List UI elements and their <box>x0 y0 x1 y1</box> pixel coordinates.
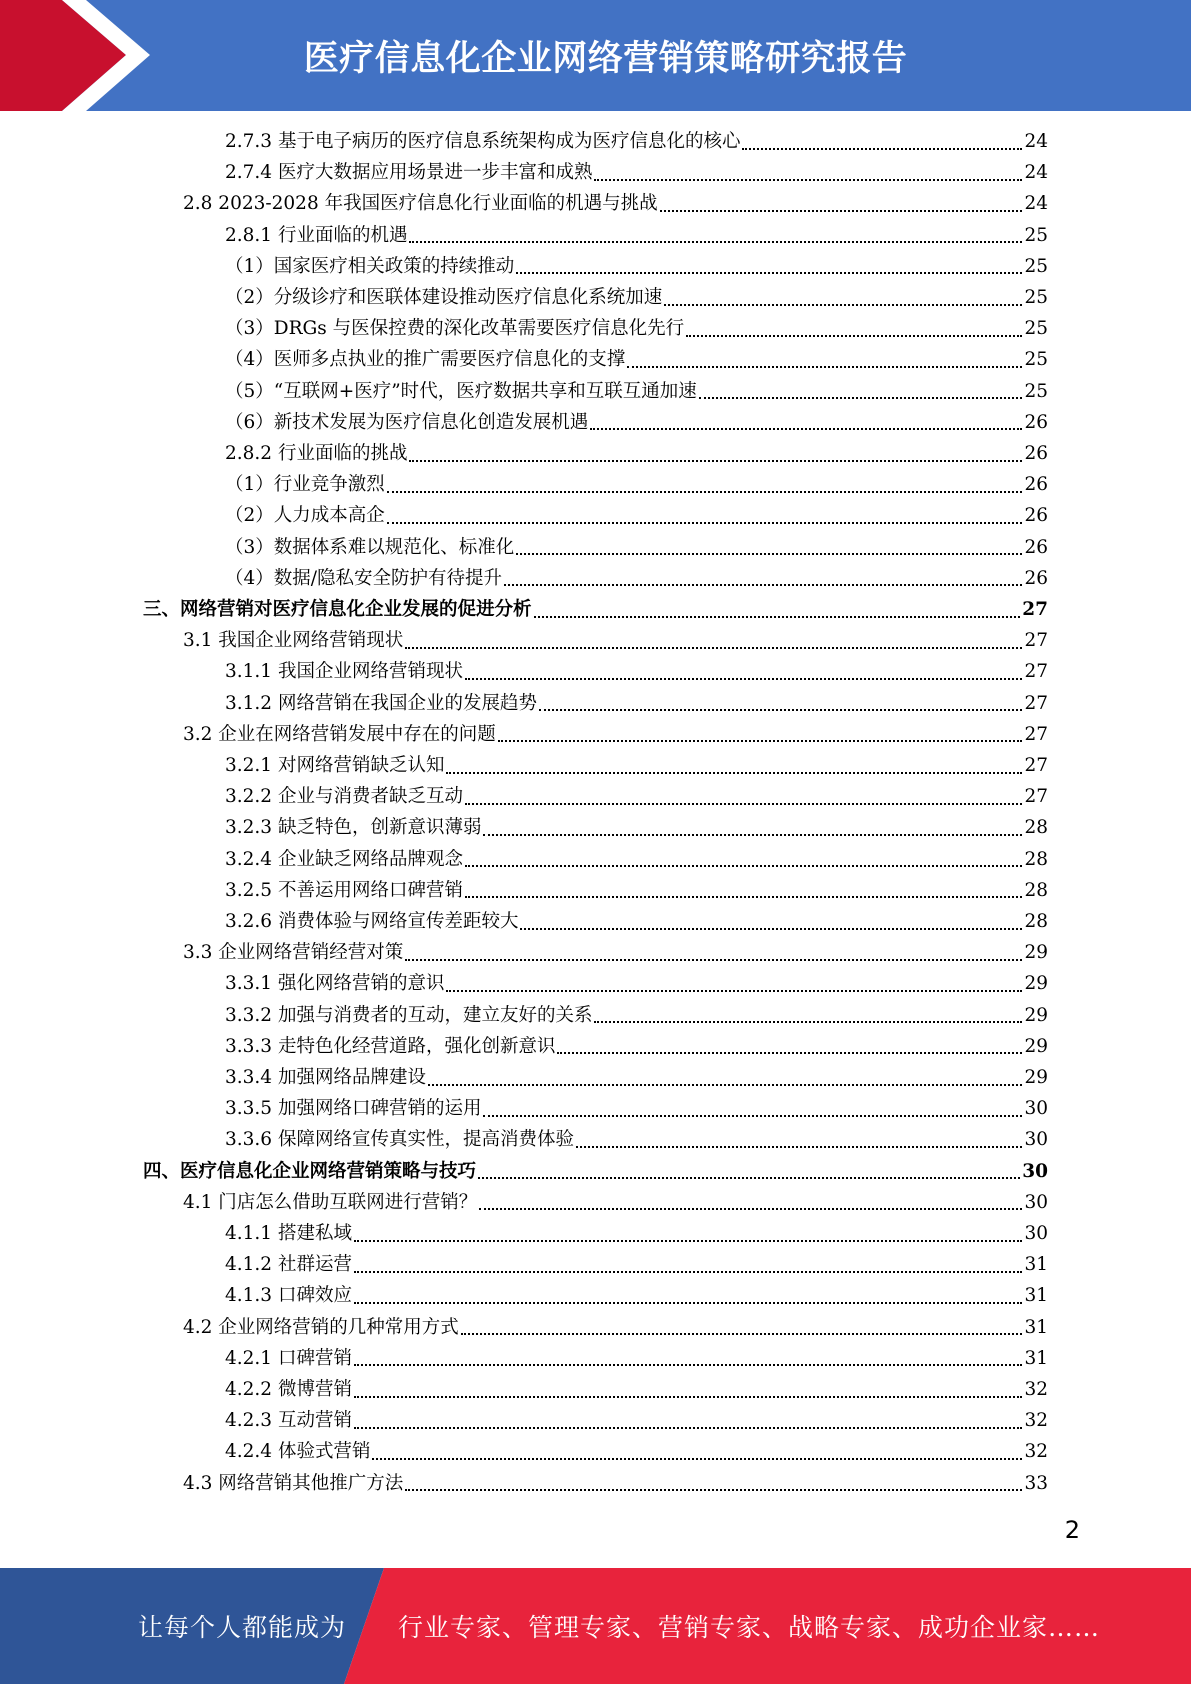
toc-entry[interactable] <box>225 314 1048 344</box>
toc-dot-leader <box>461 1332 1023 1335</box>
toc-entry[interactable] <box>225 1375 1048 1405</box>
toc-entry[interactable] <box>225 377 1048 407</box>
toc-entry-title: 四、医疗信息化企业网络营销策略与技巧 <box>143 1160 477 1182</box>
toc-entry[interactable] <box>225 533 1048 563</box>
toc-dot-leader <box>372 1457 1022 1460</box>
toc-dot-leader <box>576 1145 1022 1148</box>
toc-entry-title: 4.2.4 体验式营销 <box>225 1441 371 1463</box>
toc-entry-title: 3.2.2 企业与消费者缺乏互动 <box>225 786 463 808</box>
toc-dot-leader <box>520 927 1022 930</box>
toc-entry[interactable] <box>225 1125 1048 1155</box>
toc-entry[interactable] <box>183 626 1048 656</box>
toc-entry[interactable] <box>225 1063 1048 1093</box>
toc-entry[interactable] <box>143 1157 1048 1187</box>
toc-entry-title: 2.7.4 医疗大数据应用场景进一步丰富和成熟 <box>225 162 593 184</box>
toc-entry-page: 28 <box>1024 879 1048 901</box>
toc-entry-page: 31 <box>1024 1316 1048 1338</box>
toc-entry[interactable] <box>225 845 1048 875</box>
toc-entry[interactable] <box>225 876 1048 906</box>
toc-entry[interactable] <box>225 969 1048 999</box>
toc-entry-title: 4.1.1 搭建私域 <box>225 1223 352 1244</box>
toc-entry[interactable] <box>225 283 1048 313</box>
toc-entry-title: （1）国家医疗相关政策的持续推动 <box>225 255 515 277</box>
toc-dot-leader <box>557 1051 1022 1054</box>
toc-entry-page: 26 <box>1024 443 1048 464</box>
toc-entry-title: 3.2.5 不善运用网络口碑营销 <box>225 879 463 901</box>
toc-dot-leader <box>354 1239 1023 1242</box>
toc-dot-leader <box>354 1301 1023 1304</box>
toc-entry-title: 3.1 我国企业网络营销现状 <box>183 630 404 652</box>
toc-entry[interactable] <box>225 1437 1048 1467</box>
toc-dot-leader <box>465 677 1022 680</box>
toc-dot-leader <box>465 802 1022 805</box>
toc-entry-title: （1）行业竞争激烈 <box>225 474 385 496</box>
toc-entry-page: 28 <box>1024 817 1048 839</box>
toc-dot-leader <box>387 521 1023 524</box>
toc-entry[interactable] <box>225 1406 1048 1436</box>
toc-entry[interactable] <box>225 221 1048 251</box>
toc-dot-leader <box>354 1363 1023 1366</box>
toc-entry-page: 30 <box>1024 1223 1048 1244</box>
toc-entry[interactable] <box>225 408 1048 438</box>
toc-entry[interactable] <box>183 1469 1048 1499</box>
page-header <box>0 0 1191 111</box>
toc-dot-leader <box>742 147 1022 150</box>
toc-entry-title: 3.2 企业在网络营销发展中存在的问题 <box>183 723 496 745</box>
toc-entry[interactable] <box>225 1250 1048 1280</box>
toc-entry-title: 3.3.2 加强与消费者的互动，建立友好的关系 <box>225 1004 593 1026</box>
toc-entry-page: 28 <box>1024 848 1048 870</box>
toc-entry[interactable] <box>225 1001 1048 1031</box>
toc-entry-page: 25 <box>1024 349 1048 371</box>
toc-entry-title: 3.3.3 走特色化经营道路，强化创新意识 <box>225 1035 556 1057</box>
toc-entry-title: （4）数据/隐私安全防护有待提升 <box>225 567 503 589</box>
toc-entry[interactable] <box>183 938 1048 968</box>
toc-entry-page: 25 <box>1024 380 1048 402</box>
toc-entry-page: 26 <box>1024 474 1048 496</box>
toc-dot-leader <box>354 1270 1023 1273</box>
toc-entry-page: 32 <box>1024 1410 1048 1432</box>
toc-entry-page: 28 <box>1024 911 1048 932</box>
toc-entry-title: 4.1.2 社群运营 <box>225 1254 352 1276</box>
toc-entry-page: 27 <box>1024 755 1048 776</box>
toc-dot-leader <box>387 490 1023 493</box>
toc-entry-title: 4.2.3 互动营销 <box>225 1410 352 1432</box>
toc-entry[interactable] <box>225 1344 1048 1374</box>
toc-dot-leader <box>479 1207 1022 1210</box>
toc-entry-title: 4.2.1 口碑营销 <box>225 1347 352 1369</box>
toc-dot-leader <box>699 396 1023 399</box>
toc-entry[interactable] <box>225 907 1048 937</box>
toc-entry-title: 3.3 企业网络营销经营对策 <box>183 942 404 964</box>
toc-dot-leader <box>446 771 1022 774</box>
page-footer <box>0 1568 1191 1684</box>
toc-entry[interactable] <box>225 1281 1048 1311</box>
toc-entry[interactable] <box>183 189 1048 219</box>
toc-dot-leader <box>354 1426 1023 1429</box>
toc-dot-leader <box>504 583 1022 586</box>
toc-entry-title: 4.1.3 口碑效应 <box>225 1285 352 1307</box>
toc-entry-title: （2）人力成本高企 <box>225 505 385 527</box>
toc-entry-page: 24 <box>1024 162 1048 184</box>
toc-entry-title: 3.3.6 保障网络宣传真实性，提高消费体验 <box>225 1129 574 1151</box>
toc-entry-title: 3.2.6 消费体验与网络宣传差距较大 <box>225 911 519 932</box>
toc-entry-page: 30 <box>1024 1191 1048 1213</box>
toc-dot-leader <box>465 864 1022 867</box>
toc-entry[interactable] <box>225 158 1048 188</box>
toc-entry-page: 25 <box>1024 255 1048 277</box>
toc-entry-page: 24 <box>1024 193 1048 215</box>
toc-entry-title: （4）医师多点执业的推广需要医疗信息化的支撑 <box>225 349 626 371</box>
toc-entry[interactable] <box>225 657 1048 687</box>
footer-slogan-right: 行业专家、管理专家、营销专家、战略专家、成功企业家…… <box>398 1613 1101 1642</box>
toc-dot-leader <box>478 1176 1020 1179</box>
toc-entry-title: （5）“互联网+医疗”时代，医疗数据共享和互联互通加速 <box>225 380 697 402</box>
toc-entry[interactable] <box>183 720 1048 750</box>
toc-entry-title: （3）数据体系难以规范化、标准化 <box>225 536 515 558</box>
toc-dot-leader <box>516 271 1022 274</box>
toc-entry[interactable] <box>225 345 1048 375</box>
toc-entry-title: 3.1.2 网络营销在我国企业的发展趋势 <box>225 692 537 714</box>
toc-dot-leader <box>465 895 1022 898</box>
toc-entry[interactable] <box>225 1094 1048 1124</box>
toc-entry[interactable] <box>225 751 1048 781</box>
toc-dot-leader <box>446 989 1022 992</box>
toc-entry[interactable] <box>225 1219 1048 1249</box>
toc-entry-page: 26 <box>1024 567 1048 589</box>
toc-entry-page: 29 <box>1024 1004 1048 1026</box>
toc-dot-leader <box>594 1020 1022 1023</box>
toc-entry-page: 29 <box>1024 942 1048 964</box>
toc-entry-title: 3.3.5 加强网络口碑营销的运用 <box>225 1098 482 1120</box>
toc-dot-leader <box>660 209 1023 212</box>
toc-entry[interactable] <box>183 1188 1048 1218</box>
toc-entry[interactable] <box>225 689 1048 719</box>
toc-entry-page: 25 <box>1024 318 1048 340</box>
toc-dot-leader <box>534 615 1021 618</box>
toc-entry[interactable] <box>225 813 1048 843</box>
toc-dot-leader <box>428 1083 1022 1086</box>
toc-dot-leader <box>405 1488 1022 1491</box>
toc-entry-title: 3.3.1 强化网络营销的意识 <box>225 973 445 995</box>
toc-entry-page: 31 <box>1024 1254 1048 1276</box>
toc-entry-page: 31 <box>1024 1285 1048 1307</box>
toc-entry[interactable] <box>183 1313 1048 1343</box>
toc-dot-leader <box>516 552 1022 555</box>
toc-dot-leader <box>590 427 1022 430</box>
toc-entry-page: 26 <box>1024 505 1048 527</box>
toc-entry-page: 27 <box>1024 786 1048 808</box>
toc-entry-page: 27 <box>1022 599 1048 620</box>
toc-entry[interactable] <box>225 252 1048 282</box>
toc-dot-leader <box>664 303 1022 306</box>
toc-entry[interactable] <box>143 595 1048 625</box>
toc-entry-page: 26 <box>1024 536 1048 558</box>
page-number: 2 <box>1064 1516 1080 1544</box>
toc-dot-leader <box>405 958 1022 961</box>
toc-entry-title: 3.2.3 缺乏特色，创新意识薄弱 <box>225 817 482 839</box>
toc-entry-page: 30 <box>1024 1098 1048 1120</box>
toc-entry-page: 32 <box>1024 1379 1048 1400</box>
toc-entry-title: 4.1 门店怎么借助互联网进行营销？ <box>183 1191 478 1213</box>
toc-dot-leader <box>686 334 1022 337</box>
toc-entry-page: 29 <box>1024 973 1048 995</box>
toc-entry-title: 3.1.1 我国企业网络营销现状 <box>225 661 463 683</box>
toc-entry-title: （3）DRGs 与医保控费的深化改革需要医疗信息化先行 <box>225 318 685 340</box>
toc-entry[interactable] <box>225 501 1048 531</box>
toc-dot-leader <box>483 833 1022 836</box>
toc-dot-leader <box>483 1114 1022 1117</box>
toc-entry-title: 2.8.1 行业面临的机遇 <box>225 224 408 246</box>
toc-entry-title: 2.8.2 行业面临的挑战 <box>225 443 408 464</box>
toc-entry-title: （2）分级诊疗和医联体建设推动医疗信息化系统加速 <box>225 287 663 308</box>
toc-entry-title: 三、网络营销对医疗信息化企业发展的促进分析 <box>143 599 532 620</box>
toc-entry[interactable] <box>225 470 1048 500</box>
toc-entry-page: 27 <box>1024 661 1048 683</box>
toc-entry-page: 25 <box>1024 224 1048 246</box>
toc-entry-page: 33 <box>1024 1472 1048 1494</box>
toc-entry[interactable] <box>225 564 1048 594</box>
report-title: 医疗信息化企业网络营销策略研究报告 <box>303 38 908 79</box>
toc-entry-page: 29 <box>1024 1035 1048 1057</box>
toc-entry-page: 30 <box>1022 1160 1048 1182</box>
toc-entry-title: 3.2.4 企业缺乏网络品牌观念 <box>225 848 463 870</box>
toc-entry-page: 27 <box>1024 692 1048 714</box>
toc-entry-title: 2.7.3 基于电子病历的医疗信息系统架构成为医疗信息化的核心 <box>225 131 741 152</box>
toc-entry-page: 30 <box>1024 1129 1048 1151</box>
toc-dot-leader <box>354 1395 1023 1398</box>
toc-entry-page: 26 <box>1024 411 1048 433</box>
toc-entry-title: 3.3.4 加强网络品牌建设 <box>225 1067 426 1088</box>
toc-entry-page: 31 <box>1024 1347 1048 1369</box>
toc-entry-page: 25 <box>1024 287 1048 308</box>
toc-dot-leader <box>539 708 1022 711</box>
toc-entry-page: 32 <box>1024 1441 1048 1463</box>
toc-entry-page: 27 <box>1024 723 1048 745</box>
toc-dot-leader <box>405 646 1022 649</box>
toc-dot-leader <box>498 739 1023 742</box>
toc-dot-leader <box>627 365 1022 368</box>
toc-entry[interactable] <box>225 127 1048 157</box>
toc-entry-page: 27 <box>1024 630 1048 652</box>
footer-slogan-left: 让每个人都能成为 <box>138 1613 347 1642</box>
toc-entry-title: （6）新技术发展为医疗信息化创造发展机遇 <box>225 411 589 433</box>
toc-dot-leader <box>409 459 1022 462</box>
toc-entry-title: 4.2.2 微博营销 <box>225 1379 352 1400</box>
toc-entry[interactable] <box>225 782 1048 812</box>
toc-dot-leader <box>409 240 1022 243</box>
toc-dot-leader <box>594 178 1022 181</box>
toc-entry-title: 4.3 网络营销其他推广方法 <box>183 1472 404 1494</box>
toc-entry-page: 29 <box>1024 1067 1048 1088</box>
toc-entry[interactable] <box>225 439 1048 469</box>
toc-entry-page: 24 <box>1024 131 1048 152</box>
toc-entry-title: 2.8 2023-2028 年我国医疗信息化行业面临的机遇与挑战 <box>183 193 658 215</box>
toc-entry-title: 4.2 企业网络营销的几种常用方式 <box>183 1316 459 1338</box>
toc-entry[interactable] <box>225 1032 1048 1062</box>
toc-entry-title: 3.2.1 对网络营销缺乏认知 <box>225 755 445 776</box>
